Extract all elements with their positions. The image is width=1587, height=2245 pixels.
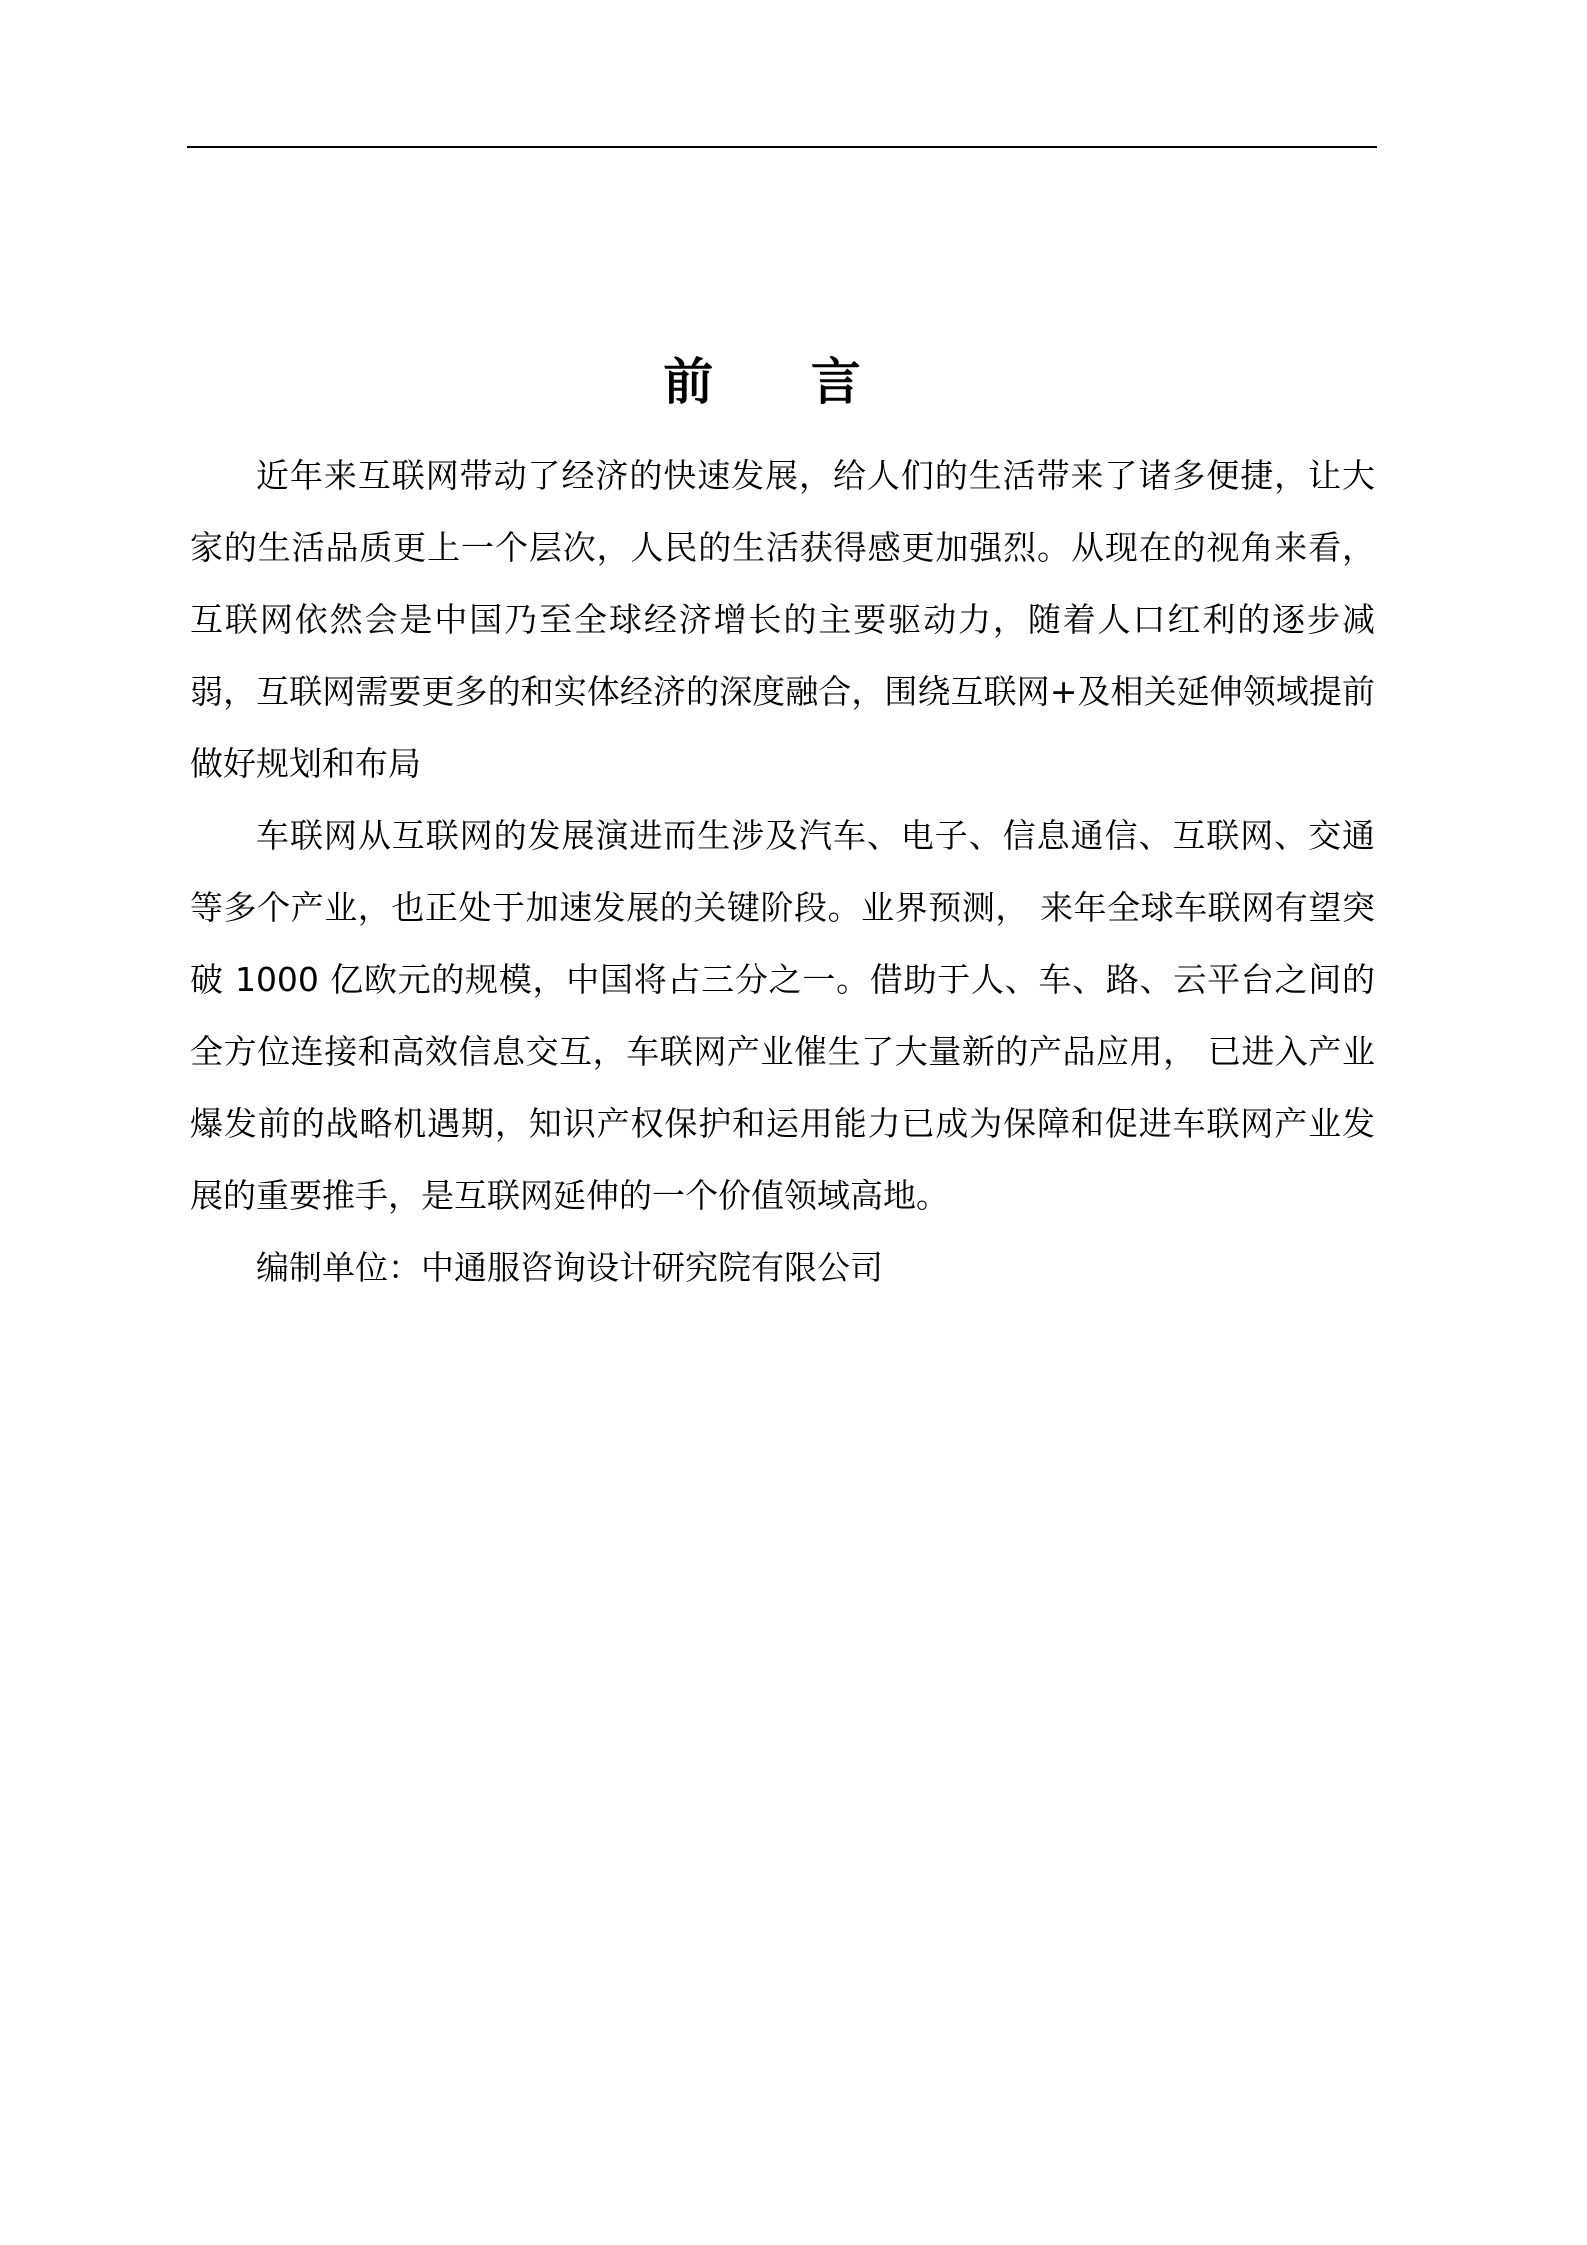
paragraph-iov: 车联网从互联网的发展演进而生涉及汽车、电子、信息通信、互联网、交通等多个产业，也正处于加速发展的关键阶段。业界预测， 来年全球车联网有望突破 1000 亿欧元的规模，中国将占三分之一。借助于人、车、路、云平台之间的全方位连接和高效信息交互，车联网产业催生了大量新的产品应用， 已进入产业爆发前的战略机遇期，知识产权保护和运用能力已成为保障和促进车联网产业发展的重要推手，是互联网延伸的一个价值领域高地。 (190, 816, 1375, 1215)
document-body (190, 440, 1375, 1304)
compiler-line: 编制单位：中通服咨询设计研究院有限公司 (256, 1248, 883, 1287)
paragraph-intro: 近年来互联网带动了经济的快速发展，给人们的生活带来了诸多便捷，让大家的生活品质更上一个层次，人民的生活获得感更加强烈。从现在的视角来看，互联网依然会是中国乃至全球经济增长的主要驱动力，随着人口红利的逐步减弱，互联网需要更多的和实体经济的深度融合，围绕互联网+及相关延伸领域提前做好规划和布局 (190, 456, 1375, 783)
header-rule (187, 146, 1377, 148)
page-title: 前 言 (663, 353, 901, 411)
